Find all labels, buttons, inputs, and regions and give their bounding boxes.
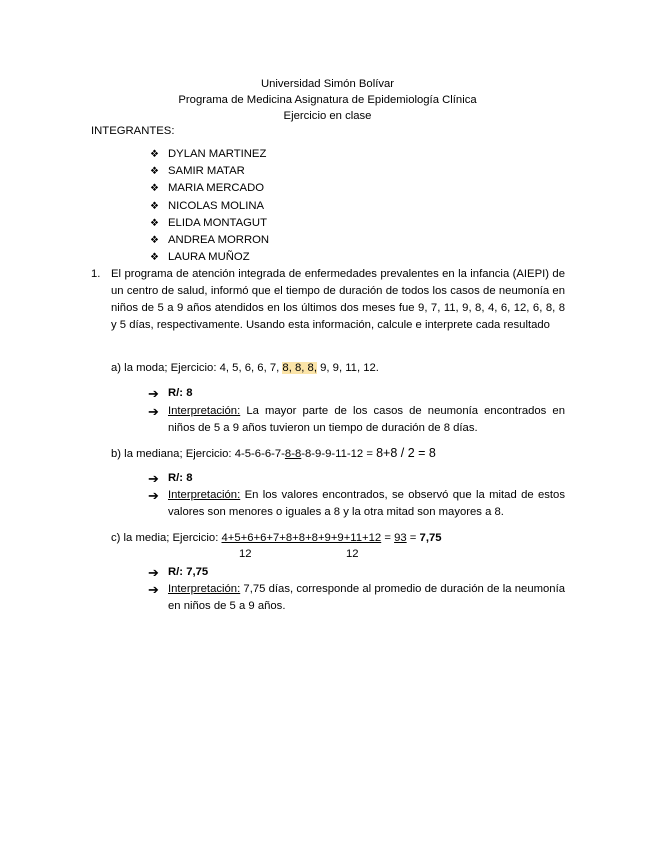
arrow-icon: ➔ [148, 386, 159, 401]
moda-highlight: 8, 8, 8, [282, 362, 317, 374]
question-1 [91, 266, 565, 334]
list-item [150, 215, 269, 232]
media-equals: = [381, 532, 395, 544]
interpretation-label: Interpretación: [168, 405, 241, 417]
media-exercise [111, 530, 442, 547]
member-name: MARIA MERCADO [168, 182, 265, 195]
members-list [150, 146, 269, 266]
media-prefix: c) la media; Ejercicio: [111, 532, 222, 544]
mediana-result: 8+8 / 2 = 8 [376, 446, 436, 460]
media-denominator: 12 [239, 548, 252, 560]
diamond-bullet-icon: ❖ [150, 234, 159, 246]
media-interpretation [148, 581, 565, 615]
member-name: DYLAN MARTINEZ [168, 148, 267, 160]
member-name: ELIDA MONTAGUT [168, 216, 267, 229]
moda-answer [148, 385, 565, 402]
moda-exercise [111, 360, 379, 377]
mediana-answer [148, 470, 565, 487]
moda-answer-text: R/: 8 [168, 387, 193, 399]
arrow-icon: ➔ [148, 582, 159, 597]
moda-interpretation [148, 403, 565, 437]
interpretation-label: Interpretación: [168, 583, 241, 595]
arrow-icon: ➔ [148, 471, 159, 486]
list-item [150, 163, 269, 180]
media-equals: = [406, 532, 420, 544]
mediana-interpretation [148, 487, 565, 521]
member-name: SAMIR MATAR [168, 165, 245, 178]
diamond-bullet-icon: ❖ [150, 166, 159, 178]
arrow-icon: ➔ [148, 404, 159, 419]
question-number: 1. [91, 268, 101, 280]
mediana-answer-text: R/: 8 [168, 472, 193, 484]
diamond-bullet-icon: ❖ [150, 252, 159, 264]
document-header [0, 76, 655, 124]
moda-interpretation-text: La mayor parte de los casos de neumonía encontrados en niños de 5 a 9 años tuvieron un tiempo de duración de 8 días. [168, 405, 565, 434]
list-item [150, 232, 269, 249]
member-name: NICOLAS MOLINA [168, 199, 265, 212]
media-answer [148, 564, 565, 581]
university-name: Universidad Simón Bolívar [260, 78, 395, 90]
member-name: LAURA MUÑOZ [168, 251, 250, 264]
mediana-prefix: b) la mediana; Ejercicio: 4-5-6-6-7- [111, 448, 285, 460]
media-answer-text: R/: 7,75 [168, 566, 209, 578]
exercise-title: Ejercicio en clase [283, 110, 372, 122]
diamond-bullet-icon: ❖ [150, 200, 159, 212]
interpretation-label: Interpretación: [168, 489, 241, 501]
diamond-bullet-icon: ❖ [150, 217, 159, 229]
media-denominator: 12 [346, 548, 359, 560]
arrow-icon: ➔ [148, 488, 159, 503]
question-text: El programa de atención integrada de enfermedades prevalentes en la infancia (AIEPI) de un centro de salud, informó que el tiempo de duración de todos los casos de neumonía en niños de 5 a 9 años atendidos en los últimos dos meses fue 9, 7, 11, 9, 8, 4, 6, 12, 6, 8, 8 y 5 días, respectivamente. Usando esta información, calcule e interprete cada resultado [111, 268, 565, 331]
moda-prefix: a) la moda; Ejercicio: 4, 5, 6, 6, 7, [111, 362, 283, 374]
program-subject: Programa de Medicina Asignatura de Epidemiología Clínica [178, 94, 477, 106]
diamond-bullet-icon: ❖ [150, 149, 159, 160]
list-item [150, 146, 269, 163]
mediana-underlined: 8-8 [284, 448, 302, 460]
mediana-interpretation-text: En los valores encontrados, se observó que la mitad de estos valores son menores o iguales a 8 y la otra mitad son mayores a 8. [168, 489, 565, 518]
mediana-suffix: -8-9-9-11-12 = [301, 448, 377, 460]
list-item [150, 180, 269, 197]
media-numerator-sum: 93 [394, 532, 407, 544]
member-name: ANDREA MORRON [168, 233, 270, 246]
moda-suffix: 9, 9, 11, 12. [316, 362, 379, 374]
list-item [150, 249, 269, 266]
diamond-bullet-icon: ❖ [150, 183, 159, 195]
media-result: 7,75 [419, 532, 442, 544]
media-interpretation-text: 7,75 días, corresponde al promedio de duración de la neumonía en niños de 5 a 9 años. [168, 583, 565, 612]
list-item [150, 198, 269, 215]
media-numerator: 4+5+6+6+7+8+8+8+9+9+11+12 [221, 532, 382, 544]
mediana-exercise [111, 445, 436, 463]
arrow-icon: ➔ [148, 565, 159, 580]
integrantes-label: INTEGRANTES: [91, 125, 175, 137]
